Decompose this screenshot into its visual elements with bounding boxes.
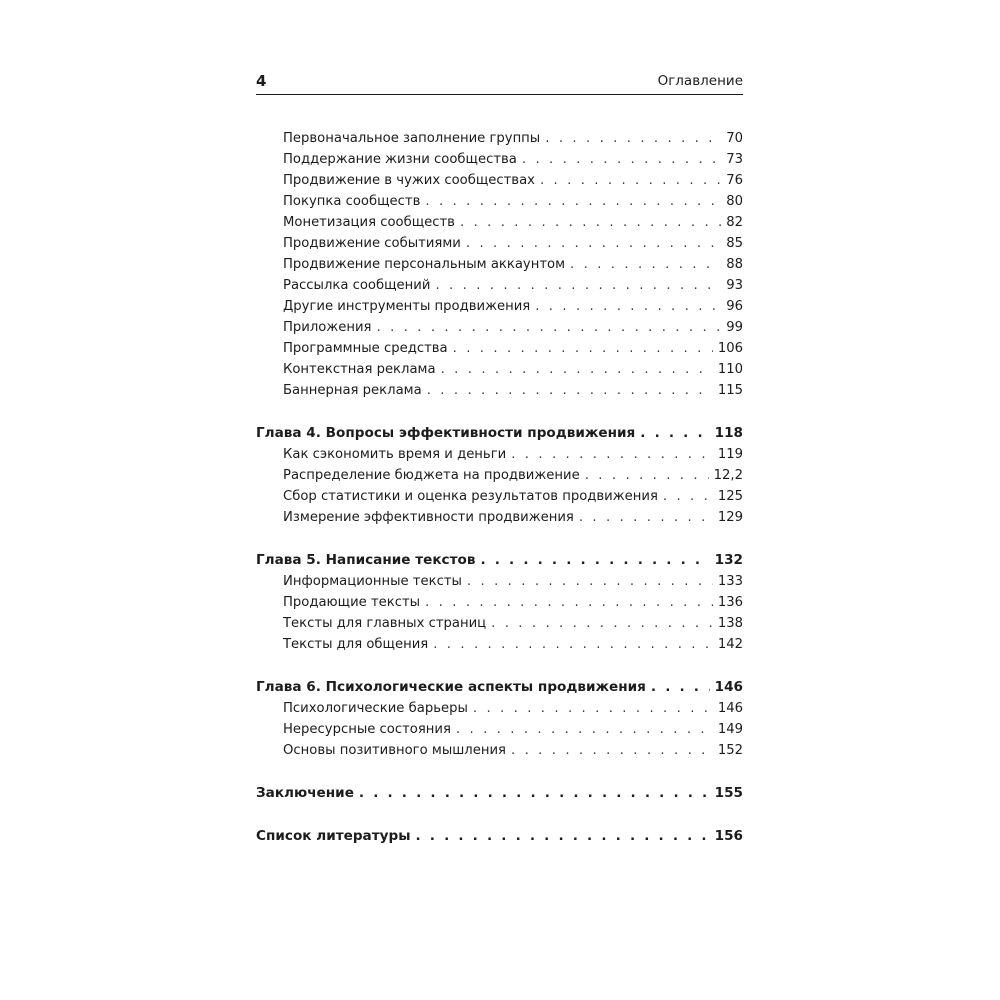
toc-entry-title: Поддержание жизни сообщества — [283, 152, 517, 167]
toc-entry — [256, 212, 743, 233]
toc-page-number: 152 — [717, 743, 743, 758]
page-number: 4 — [256, 72, 267, 90]
dot-leader — [425, 191, 721, 212]
toc-entry-title: Распределение бюджета на продвижение — [283, 468, 580, 483]
toc-page-number: 76 — [726, 173, 743, 188]
toc-entry — [256, 507, 743, 528]
toc-chapter-title: Глава 5. Написание текстов — [256, 552, 476, 568]
toc-page-number: 73 — [726, 152, 743, 167]
toc-group — [256, 422, 743, 528]
toc-page-number: 99 — [726, 320, 743, 335]
toc-entry-title: Баннерная реклама — [283, 383, 422, 398]
toc-entry — [256, 170, 743, 191]
toc-page-number: 138 — [717, 616, 743, 631]
toc-entry-title: Тексты для главных страниц — [283, 616, 487, 631]
dot-leader — [535, 296, 721, 317]
toc-group — [256, 825, 743, 847]
toc-entry — [256, 380, 743, 401]
toc-entry-title: Покупка сообществ — [283, 194, 421, 209]
toc-entry-title: Приложения — [283, 320, 372, 335]
dot-leader — [453, 338, 713, 359]
toc-page-number: 93 — [726, 278, 743, 293]
toc-group — [256, 782, 743, 804]
dot-leader — [466, 233, 721, 254]
toc-chapter-title: Список литературы — [256, 828, 411, 844]
toc-entry-title: Продающие тексты — [283, 595, 421, 610]
toc-entry-title: Основы позитивного мышления — [283, 743, 506, 758]
toc-page-number: 80 — [726, 194, 743, 209]
toc-page-number: 125 — [717, 489, 743, 504]
toc-entry-title: Нересурсные состояния — [283, 722, 451, 737]
toc-page-number: 156 — [714, 828, 743, 844]
dot-leader — [651, 676, 710, 698]
toc-entry-title: Измерение эффективности продвижения — [283, 510, 574, 525]
toc-entry — [256, 465, 743, 486]
dot-leader — [435, 275, 721, 296]
section-title: Оглавление — [657, 73, 743, 89]
toc-chapter-title: Заключение — [256, 785, 354, 801]
dot-leader — [585, 465, 709, 486]
toc-entry — [256, 338, 743, 359]
toc-chapter-title: Глава 4. Вопросы эффективности продвижения — [256, 425, 636, 441]
toc-chapter-entry — [256, 676, 743, 698]
dot-leader — [663, 486, 713, 507]
toc-chapter-entry — [256, 782, 743, 804]
toc-entry-title: Рассылка сообщений — [283, 278, 431, 293]
toc-page-number: 133 — [717, 574, 743, 589]
toc-entry — [256, 571, 743, 592]
toc-page-number: 96 — [726, 299, 743, 314]
toc-page-number: 132 — [714, 552, 743, 568]
toc-chapter-entry — [256, 422, 743, 444]
dot-leader — [511, 444, 713, 465]
toc-page-number: 142 — [717, 637, 743, 652]
dot-leader — [473, 698, 713, 719]
dot-leader — [579, 507, 713, 528]
dot-leader — [491, 613, 713, 634]
toc-entry-title: Другие инструменты продвижения — [283, 299, 531, 314]
toc-page-number: 70 — [726, 131, 743, 146]
toc-page-number: 146 — [714, 679, 743, 695]
toc-entry-title: Первоначальное заполнение группы — [283, 131, 541, 146]
toc-entry — [256, 444, 743, 465]
toc-entry-title: Продвижение в чужих сообществах — [283, 173, 535, 188]
dot-leader — [540, 170, 721, 191]
toc-entry — [256, 296, 743, 317]
toc-entry — [256, 149, 743, 170]
toc-entry — [256, 634, 743, 655]
toc-page-number: 146 — [717, 701, 743, 716]
toc-entry-title: Контекстная реклама — [283, 362, 436, 377]
toc-group — [256, 128, 743, 401]
toc-page-number: 88 — [726, 257, 743, 272]
dot-leader — [545, 128, 721, 149]
toc-entry — [256, 698, 743, 719]
toc-page-number: 85 — [726, 236, 743, 251]
dot-leader — [640, 422, 709, 444]
toc-entry-title: Тексты для общения — [283, 637, 429, 652]
toc-entry-title: Сбор статистики и оценка результатов продвижения — [283, 489, 658, 504]
dot-leader — [460, 212, 721, 233]
toc-page-number: 149 — [717, 722, 743, 737]
toc-entry — [256, 254, 743, 275]
toc-entry — [256, 592, 743, 613]
toc-group — [256, 676, 743, 761]
toc-page-number: 115 — [717, 383, 743, 398]
toc-page-number: 119 — [717, 447, 743, 462]
toc-entry-title: Психологические барьеры — [283, 701, 468, 716]
toc-chapter-entry — [256, 549, 743, 571]
toc-entry — [256, 740, 743, 761]
toc-page-number: 82 — [726, 215, 743, 230]
toc-entry — [256, 613, 743, 634]
toc-entry-title: Продвижение событиями — [283, 236, 461, 251]
running-head — [256, 70, 743, 92]
toc-entry — [256, 486, 743, 507]
dot-leader — [376, 317, 721, 338]
toc-entry — [256, 317, 743, 338]
toc-entry — [256, 191, 743, 212]
dot-leader — [522, 149, 721, 170]
toc-entry — [256, 128, 743, 149]
toc-page-number: 12,2 — [713, 468, 743, 483]
header-rule — [256, 94, 743, 95]
dot-leader — [456, 719, 713, 740]
toc-group — [256, 549, 743, 655]
toc-entry — [256, 719, 743, 740]
toc-chapter-entry — [256, 825, 743, 847]
toc-page-number: 136 — [717, 595, 743, 610]
toc-entry — [256, 233, 743, 254]
dot-leader — [441, 359, 713, 380]
toc-entry — [256, 275, 743, 296]
toc-entry-title: Информационные тексты — [283, 574, 462, 589]
toc-page-number: 155 — [714, 785, 743, 801]
dot-leader — [570, 254, 721, 275]
dot-leader — [359, 782, 710, 804]
dot-leader — [427, 380, 713, 401]
dot-leader — [416, 825, 710, 847]
toc-page-number: 118 — [714, 425, 743, 441]
toc-page-number: 106 — [717, 341, 743, 356]
toc-entry-title: Как сэкономить время и деньги — [283, 447, 507, 462]
toc-entry-title: Программные средства — [283, 341, 448, 356]
toc-entry — [256, 359, 743, 380]
table-of-contents — [256, 128, 743, 847]
toc-entry-title: Монетизация сообществ — [283, 215, 455, 230]
dot-leader — [467, 571, 713, 592]
dot-leader — [425, 592, 713, 613]
dot-leader — [480, 549, 709, 571]
toc-page-number: 129 — [717, 510, 743, 525]
toc-entry-title: Продвижение персональным аккаунтом — [283, 257, 566, 272]
toc-page-number: 110 — [717, 362, 743, 377]
toc-chapter-title: Глава 6. Психологические аспекты продвижения — [256, 679, 646, 695]
dot-leader — [511, 740, 713, 761]
dot-leader — [433, 634, 713, 655]
